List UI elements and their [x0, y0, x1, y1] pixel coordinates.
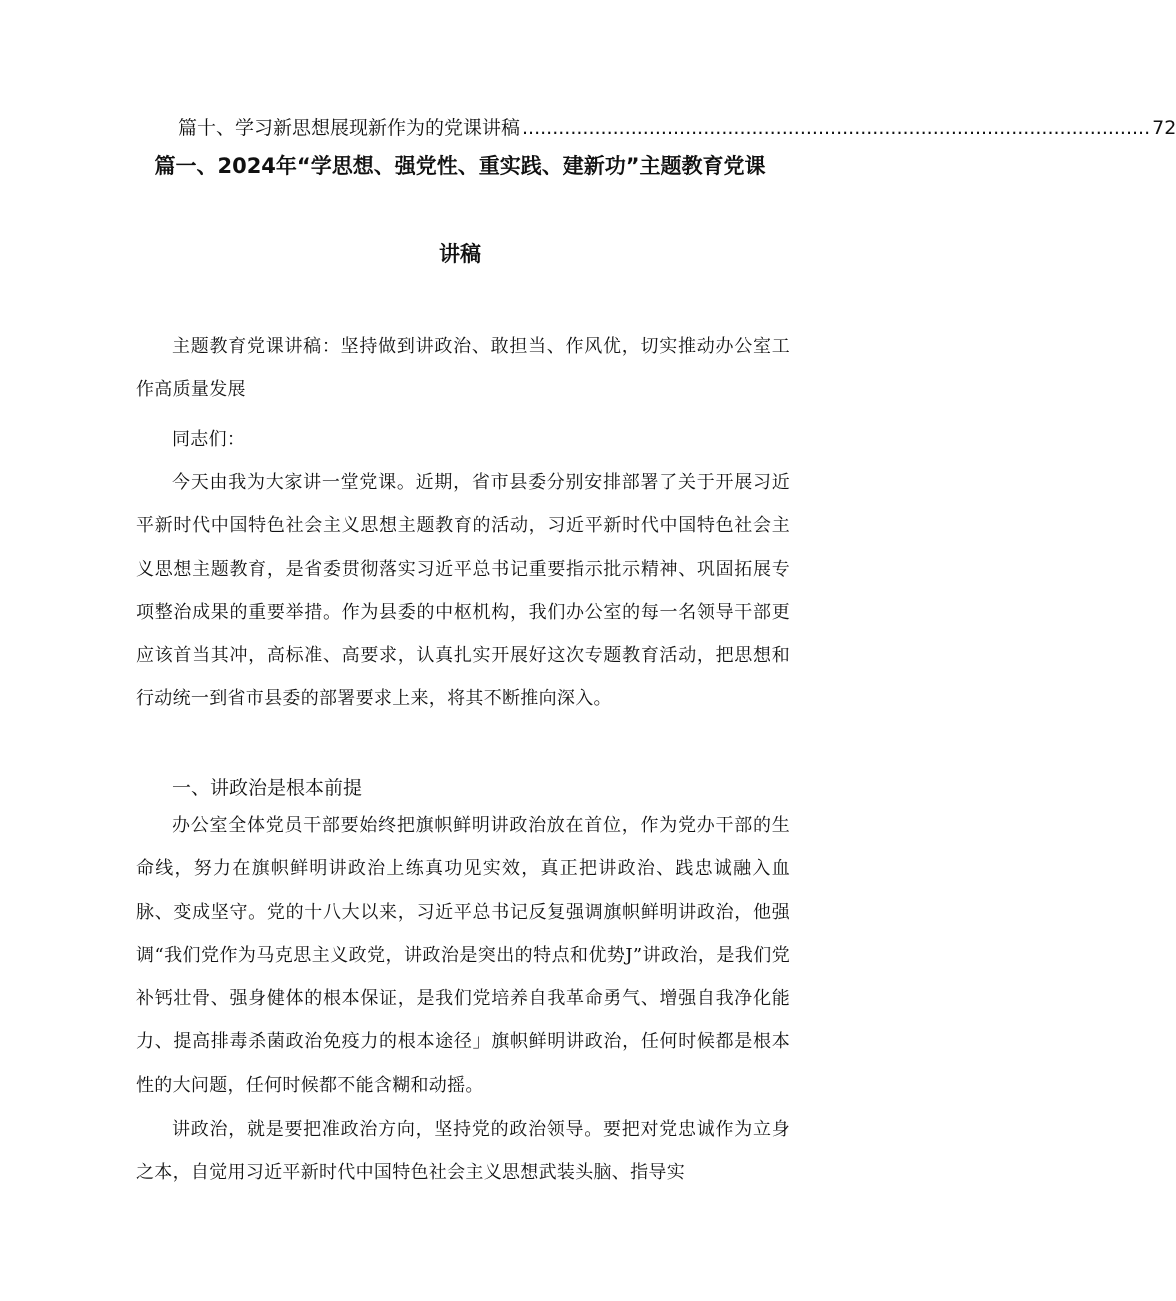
toc-leader-dots: ........................................................................................................	[522, 117, 1151, 139]
toc-entry-title: 篇十、学习新思想展现新作为的党课讲稿	[178, 117, 521, 139]
section-1-paragraph-2: 讲政治，就是要把准政治方向，坚持党的政治领导。要把对党忠诚作为立身之本，自觉用习近平新时代中国特色社会主义思想武装头脑、指导实	[136, 1119, 790, 1184]
toc-entry[interactable]	[178, 113, 1176, 140]
section-1-paragraph-1: 办公室全体党员干部要始终把旗帜鲜明讲政治放在首位，作为党办干部的生命线，努力在旗帜鲜明讲政治上练真功见实效，真正把讲政治、践忠诚融入血脉、变成坚守。党的十八大以来，习近平总书记反复强调旗帜鲜明讲政治，他强调“我们党作为马克思主义政党，讲政治是突出的特点和优势J”讲政治，是我们党补钙壮骨、强身健体的根本保证，是我们党培养自我革命勇气、增强自我净化能力、提高排毒杀菌政治免疫力的根本途径」旗帜鲜明讲政治，任何时候都是根本性的大问题，任何时候都不能含糊和动摇。	[136, 815, 790, 1096]
intro-paragraph: 今天由我为大家讲一堂党课。近期，省市县委分别安排部署了关于开展习近平新时代中国特色社会主义思想主题教育的活动，习近平新时代中国特色社会主义思想主题教育，是省委贯彻落实习近平总书记重要指示批示精神、巩固拓展专项整治成果的重要举措。作为县委的中枢机构，我们办公室的每一名领导干部更应该首当其冲，高标准、高要求，认真扎实开展好这次专题教育活动，把思想和行动统一到省市县委的部署要求上来，将其不断推向深入。	[136, 472, 790, 710]
subtitle-paragraph: 主题教育党课讲稿：坚持做到讲政治、敢担当、作风优，切实推动办公室工作高质量发展	[136, 336, 790, 401]
section-heading-1: 一、讲政治是根本前提	[172, 777, 363, 799]
document-title-line-1: 篇一、2024年“学思想、强党性、重实践、建新功”主题教育党课	[154, 154, 766, 178]
document-title-line-2: 讲稿	[439, 242, 481, 266]
toc-page-number: 72	[1152, 117, 1176, 139]
salutation: 同志们：	[172, 429, 246, 450]
